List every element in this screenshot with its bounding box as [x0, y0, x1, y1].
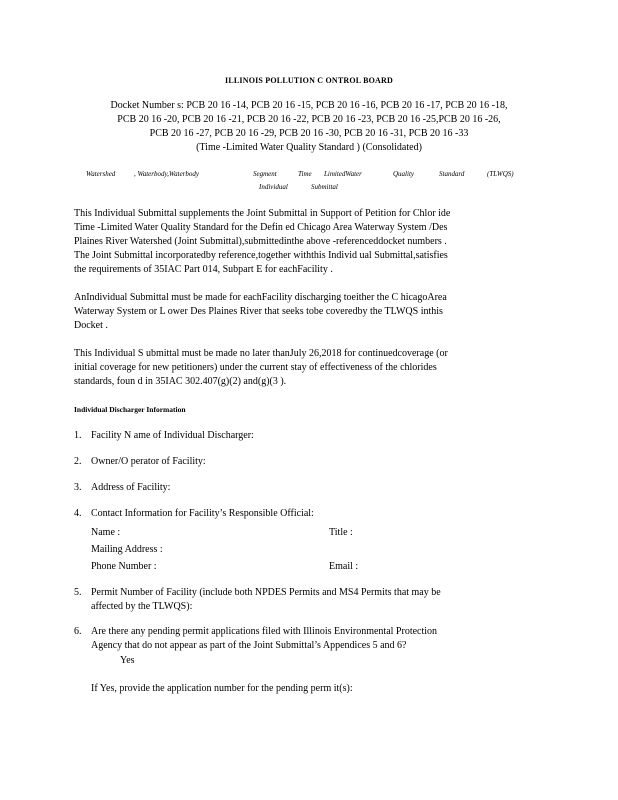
mailing-address-field[interactable]: Mailing Address :: [91, 544, 163, 555]
contact-information-label: Contact Information for Facility’s Responsible Official:: [91, 508, 314, 519]
intro-paragraph-line-1: This Individual Submittal supplements the Joint Submittal in Support of Petition for Chlor ide: [74, 208, 451, 219]
docket-numbers-line-1: Docket Number s: PCB 20 16 -14, PCB 20 16 -15, PCB 20 16 -16, PCB 20 16 -17, PCB 20 16 -18,: [110, 100, 508, 111]
item-6-number: 6.: [74, 626, 82, 637]
caption-individual: Individual: [259, 183, 288, 191]
phone-number-field[interactable]: Phone Number :: [91, 561, 157, 572]
item-5-number: 5.: [74, 587, 82, 598]
caption-watershed: Watershed: [86, 170, 116, 178]
caption-limited-water: LimitedWater: [324, 170, 362, 178]
item-4-number: 4.: [74, 508, 82, 519]
deadline-paragraph-line-3: standards, foun d in 35IAC 302.407(g)(2) and(g)(3 ).: [74, 376, 287, 387]
requirement-paragraph-line-3: Docket .: [74, 320, 108, 331]
docket-numbers-line-2: PCB 20 16 -20, PCB 20 16 -21, PCB 20 16 -22, PCB 20 16 -23, PCB 20 16 -25,PCB 20 16 -26,: [117, 114, 501, 125]
caption-standard: Standard: [439, 170, 465, 178]
requirement-paragraph-line-1: AnIndividual Submittal must be made for eachFacility discharging toeither the C hicagoArea: [74, 292, 447, 303]
intro-paragraph-line-4: The Joint Submittal incorporatedby reference,together withthis Individ ual Submittal,satisfies: [74, 250, 448, 261]
application-number-prompt: If Yes, provide the application number for the pending perm it(s):: [91, 683, 353, 694]
intro-paragraph-line-3: Plaines River Watershed (Joint Submittal),submittedinthe above -referenceddocket numbers .: [74, 236, 447, 247]
contact-name-field[interactable]: Name :: [91, 527, 121, 538]
yes-option[interactable]: Yes: [120, 655, 135, 666]
permit-number-label-line-1: Permit Number of Facility (include both NPDES Permits and MS4 Permits that may be: [91, 587, 441, 598]
caption-time: Time: [298, 170, 312, 178]
facility-name-label: Facility N ame of Individual Discharger:: [91, 430, 254, 441]
deadline-paragraph-line-1: This Individual S ubmittal must be made no later thanJuly 26,2018 for continuedcoverage (or: [74, 348, 448, 359]
item-1-number: 1.: [74, 430, 82, 441]
facility-address-label: Address of Facility:: [91, 482, 171, 493]
board-title: ILLINOIS POLLUTION C ONTROL BOARD: [225, 76, 393, 85]
email-field[interactable]: Email :: [329, 561, 359, 572]
contact-title-field[interactable]: Title :: [329, 527, 353, 538]
intro-paragraph-line-2: Time -Limited Water Quality Standard for the Defin ed Chicago Area Waterway System /Des: [74, 222, 448, 233]
pending-permits-question-line-2: Agency that do not appear as part of the Joint Submittal’s Appendices 5 and 6?: [91, 640, 407, 651]
deadline-paragraph-line-2: initial coverage for new petitioners) under the current stay of effectiveness of the chlorides: [74, 362, 437, 373]
intro-paragraph-line-5: the requirements of 35IAC Part 014, Subpart E for eachFacility .: [74, 264, 333, 275]
owner-operator-label: Owner/O perator of Facility:: [91, 456, 206, 467]
item-3-number: 3.: [74, 482, 82, 493]
requirement-paragraph-line-2: Waterway System or L ower Des Plaines River that seeks tobe coveredby the TLWQS inthis: [74, 306, 443, 317]
caption-quality: Quality: [393, 170, 414, 178]
caption-tlwqs: (TLWQS): [487, 170, 514, 178]
docket-subtitle: (Time -Limited Water Quality Standard ) (Consolidated): [196, 142, 422, 153]
caption-submittal: Submittal: [311, 183, 338, 191]
caption-segment: Segment: [253, 170, 277, 178]
pending-permits-question-line-1: Are there any pending permit applications filed with Illinois Environmental Protection: [91, 626, 438, 637]
caption-waterbody: , Waterbody,Waterbody: [134, 170, 200, 178]
permit-number-label-line-2: affected by the TLWQS):: [91, 601, 193, 612]
docket-numbers-line-3: PCB 20 16 -27, PCB 20 16 -29, PCB 20 16 -30, PCB 20 16 -31, PCB 20 16 -33: [149, 128, 469, 139]
section-heading: Individual Discharger Information: [74, 405, 186, 414]
item-2-number: 2.: [74, 456, 82, 467]
